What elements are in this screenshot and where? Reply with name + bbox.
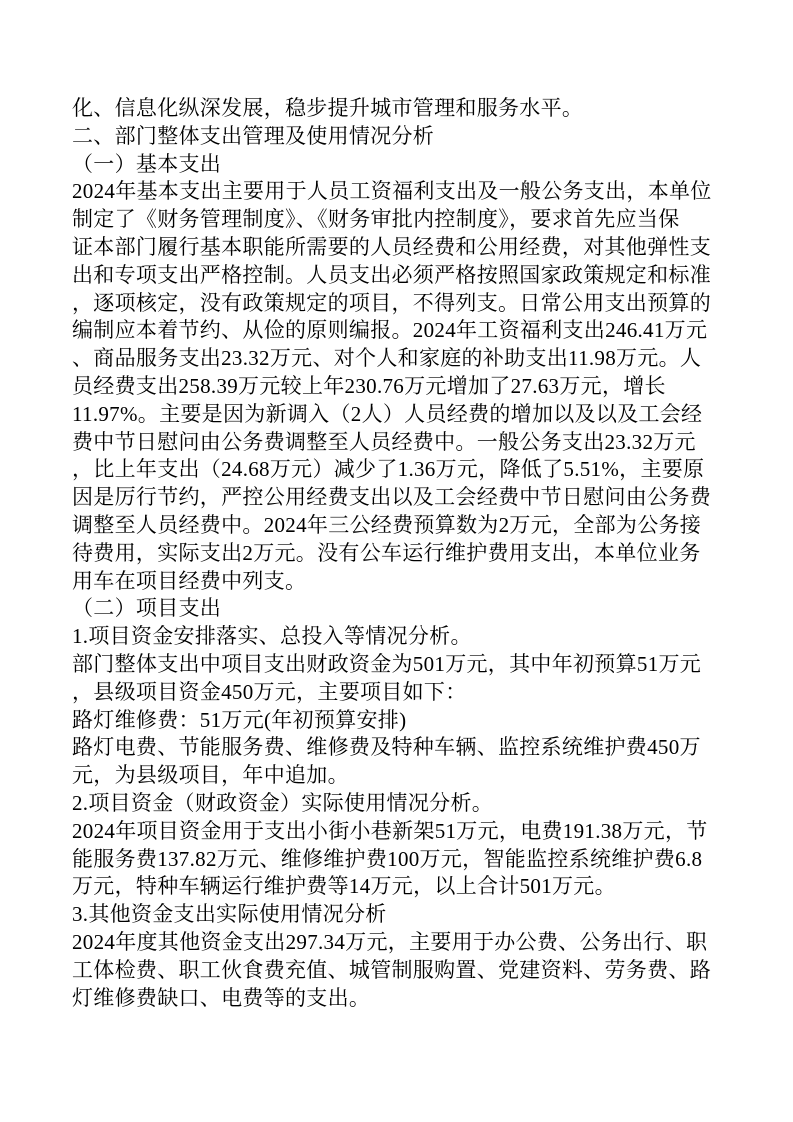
document-body	[72, 95, 725, 1012]
text-line: 编制应本着节约、从俭的原则编报。2024年工资福利支出246.41万元	[72, 318, 708, 343]
text-line: （一）基本支出	[72, 151, 222, 176]
text-line: 用车在项目经费中列支。	[72, 568, 307, 593]
text-line: 1.项目资金安排落实、总投入等情况分析。	[72, 624, 472, 649]
text-line: 灯维修费缺口、电费等的支出。	[72, 985, 371, 1010]
text-line: 3.其他资金支出实际使用情况分析	[72, 902, 387, 927]
text-line: ，逐项核定，没有政策规定的项目，不得列支。日常公用支出预算的	[72, 290, 711, 315]
text-line: 化、信息化纵深发展，稳步提升城市管理和服务水平。	[72, 96, 584, 120]
text-line: 二、部门整体支出管理及使用情况分析	[72, 123, 435, 148]
text-line: 出和专项支出严格控制。人员支出必须严格按照国家政策规定和标准	[72, 262, 711, 287]
text-line: 万元，特种车辆运行维护费等14万元，以上合计501万元。	[72, 874, 616, 899]
text-line: 路灯电费、节能服务费、维修费及特种车辆、监控系统维护费450万	[72, 735, 701, 760]
text-line: 因是厉行节约，严控公用经费支出以及工会经费中节日慰问由公务费	[72, 485, 711, 510]
text-line: 2024年度其他资金支出297.34万元，主要用于办公费、公务出行、职	[72, 929, 708, 954]
text-line: 员经费支出258.39万元较上年230.76万元增加了27.63万元，增长	[72, 373, 666, 398]
text-line: 2024年基本支出主要用于人员工资福利支出及一般公务支出，本单位	[72, 179, 712, 204]
text-line: 11.97%。主要是因为新调入（2人）人员经费的增加以及以及工会经	[72, 401, 703, 426]
text-line: （二）项目支出	[72, 596, 222, 621]
text-line: ，比上年支出（24.68万元）减少了1.36万元，降低了5.51%，主要原	[72, 457, 705, 482]
text-line: 调整至人员经费中。2024年三公经费预算数为2万元，全部为公务接	[72, 512, 702, 537]
text-line: 工体检费、职工伙食费充值、城管制服购置、党建资料、劳务费、路	[72, 957, 711, 982]
text-line: 2024年项目资金用于支出小街小巷新架51万元，电费191.38万元，节	[72, 818, 708, 843]
text-line: ，县级项目资金450万元，主要项目如下：	[72, 679, 467, 704]
text-line: 制定了《财务管理制度》、《财务审批内控制度》，要求首先应当保	[72, 207, 680, 232]
text-line: 元，为县级项目，年中追加。	[72, 763, 349, 788]
text-line: 2.项目资金（财政资金）实际使用情况分析。	[72, 790, 494, 815]
text-line: 证本部门履行基本职能所需要的人员经费和公用经费，对其他弹性支	[72, 234, 711, 259]
text-line: 待费用，实际支出2万元。没有公车运行维护费用支出，本单位业务	[72, 540, 701, 565]
text-line: 路灯维修费：51万元(年初预算安排)	[72, 707, 407, 732]
text-line: 、商品服务支出23.32万元、对个人和家庭的补助支出11.98万元。人	[72, 346, 702, 371]
text-line: 能服务费137.82万元、维修维护费100万元，智能监控系统维护费6.8	[72, 846, 703, 871]
text-line: 费中节日慰问由公务费调整至人员经费中。一般公务支出23.32万元	[72, 429, 696, 454]
text-line: 部门整体支出中项目支出财政资金为501万元，其中年初预算51万元	[72, 651, 702, 676]
